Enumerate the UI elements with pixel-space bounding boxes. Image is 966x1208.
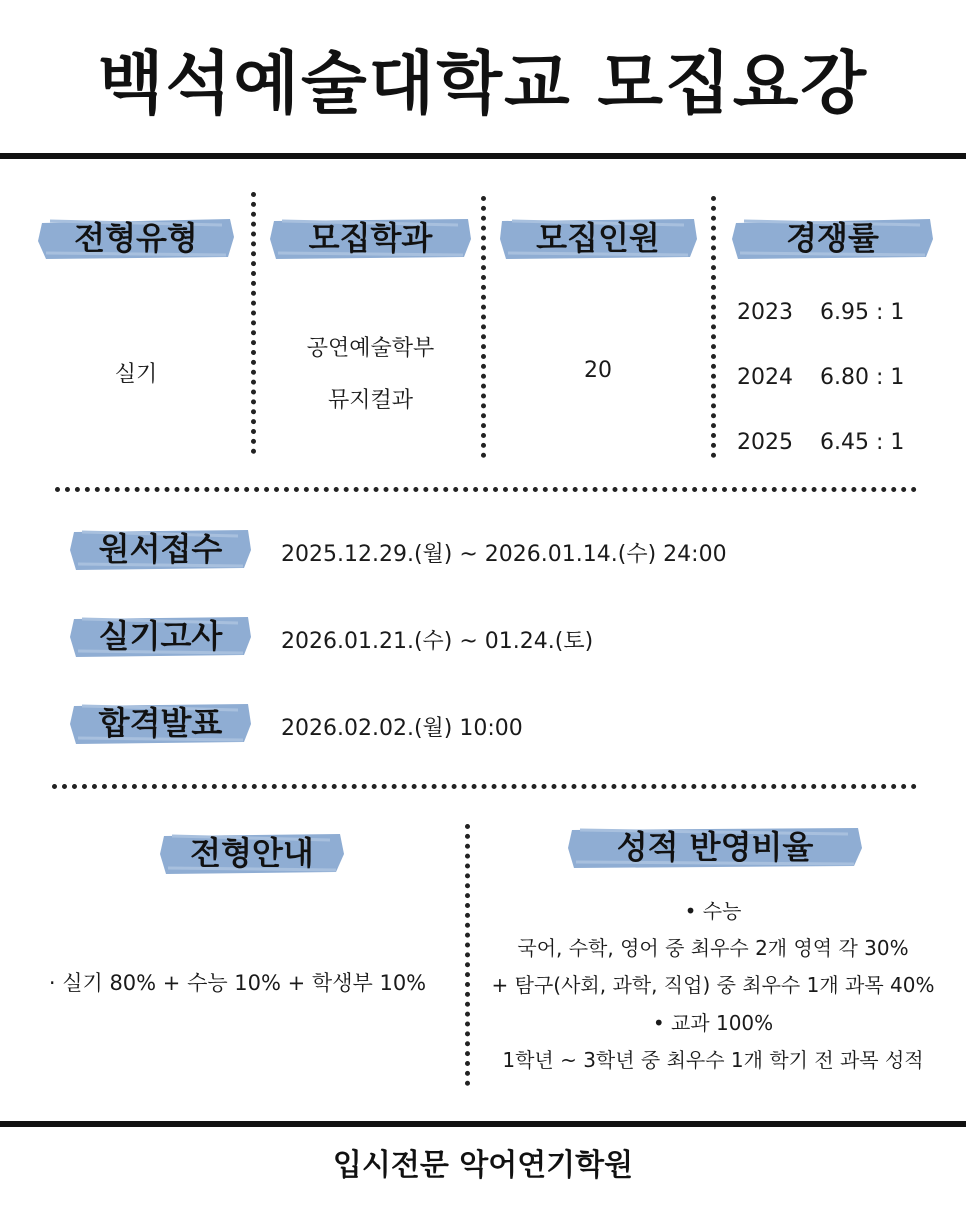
schedule-label <box>68 524 253 574</box>
grades-heading-text: 성적 반영비율 <box>616 828 814 866</box>
grades-line: • 수능 <box>684 899 742 923</box>
quota-header-label: 모집인원 <box>536 219 660 257</box>
type-value: 실기 <box>114 362 158 387</box>
type-header-label: 전형유형 <box>74 219 198 257</box>
section-divider <box>52 784 917 789</box>
column-divider <box>251 192 256 454</box>
grades-heading <box>566 822 864 872</box>
column-divider <box>711 196 716 458</box>
schedule-value: 2025.12.29.(월) ~ 2026.01.14.(수) 24:00 <box>281 542 727 567</box>
grades-line: • 교과 100% <box>652 1011 774 1035</box>
column-divider <box>465 824 470 1086</box>
quota-header <box>498 213 698 263</box>
bottom-divider <box>0 1121 966 1127</box>
schedule-label-text: 원서접수 <box>98 530 223 568</box>
dept-line-2: 뮤지컬과 <box>327 388 413 413</box>
top-divider <box>0 153 966 159</box>
type-header <box>36 213 236 263</box>
dept-header-label: 모집학과 <box>308 219 433 257</box>
schedule-label-text: 실기고사 <box>98 617 223 655</box>
schedule-label <box>68 611 253 661</box>
dept-line-1: 공연예술학부 <box>306 336 435 361</box>
schedule-label <box>68 698 253 748</box>
ratio-value: 6.95 : 1 <box>820 300 905 325</box>
section-divider <box>55 487 917 492</box>
grades-line: 국어, 수학, 영어 중 최우수 2개 영역 각 30% <box>517 936 909 960</box>
grades-line: 1학년 ~ 3학년 중 최우수 1개 학기 전 과목 성적 <box>502 1048 924 1072</box>
grades-line: + 탐구(사회, 과학, 직업) 중 최우수 1개 과목 40% <box>491 973 935 997</box>
ratio-year: 2023 <box>737 300 793 325</box>
guide-heading <box>158 828 346 878</box>
ratio-value: 6.80 : 1 <box>820 365 905 390</box>
guide-text: · 실기 80% + 수능 10% + 학생부 10% <box>48 971 427 995</box>
schedule-value: 2026.02.02.(월) 10:00 <box>281 716 523 741</box>
column-divider <box>481 196 486 458</box>
ratio-header-label: 경쟁률 <box>786 219 879 257</box>
ratio-value: 6.45 : 1 <box>820 430 905 455</box>
quota-value: 20 <box>584 358 612 383</box>
page-title: 백석예술대학교 모집요강 <box>97 45 869 124</box>
guide-heading-text: 전형안내 <box>190 834 314 872</box>
ratio-year: 2024 <box>737 365 793 390</box>
footer-text: 입시전문 악어연기학원 <box>332 1148 634 1183</box>
schedule-label-text: 합격발표 <box>98 704 223 742</box>
ratio-header <box>730 213 935 263</box>
schedule-value: 2026.01.21.(수) ~ 01.24.(토) <box>281 629 594 654</box>
dept-header <box>268 213 473 263</box>
ratio-year: 2025 <box>737 430 793 455</box>
